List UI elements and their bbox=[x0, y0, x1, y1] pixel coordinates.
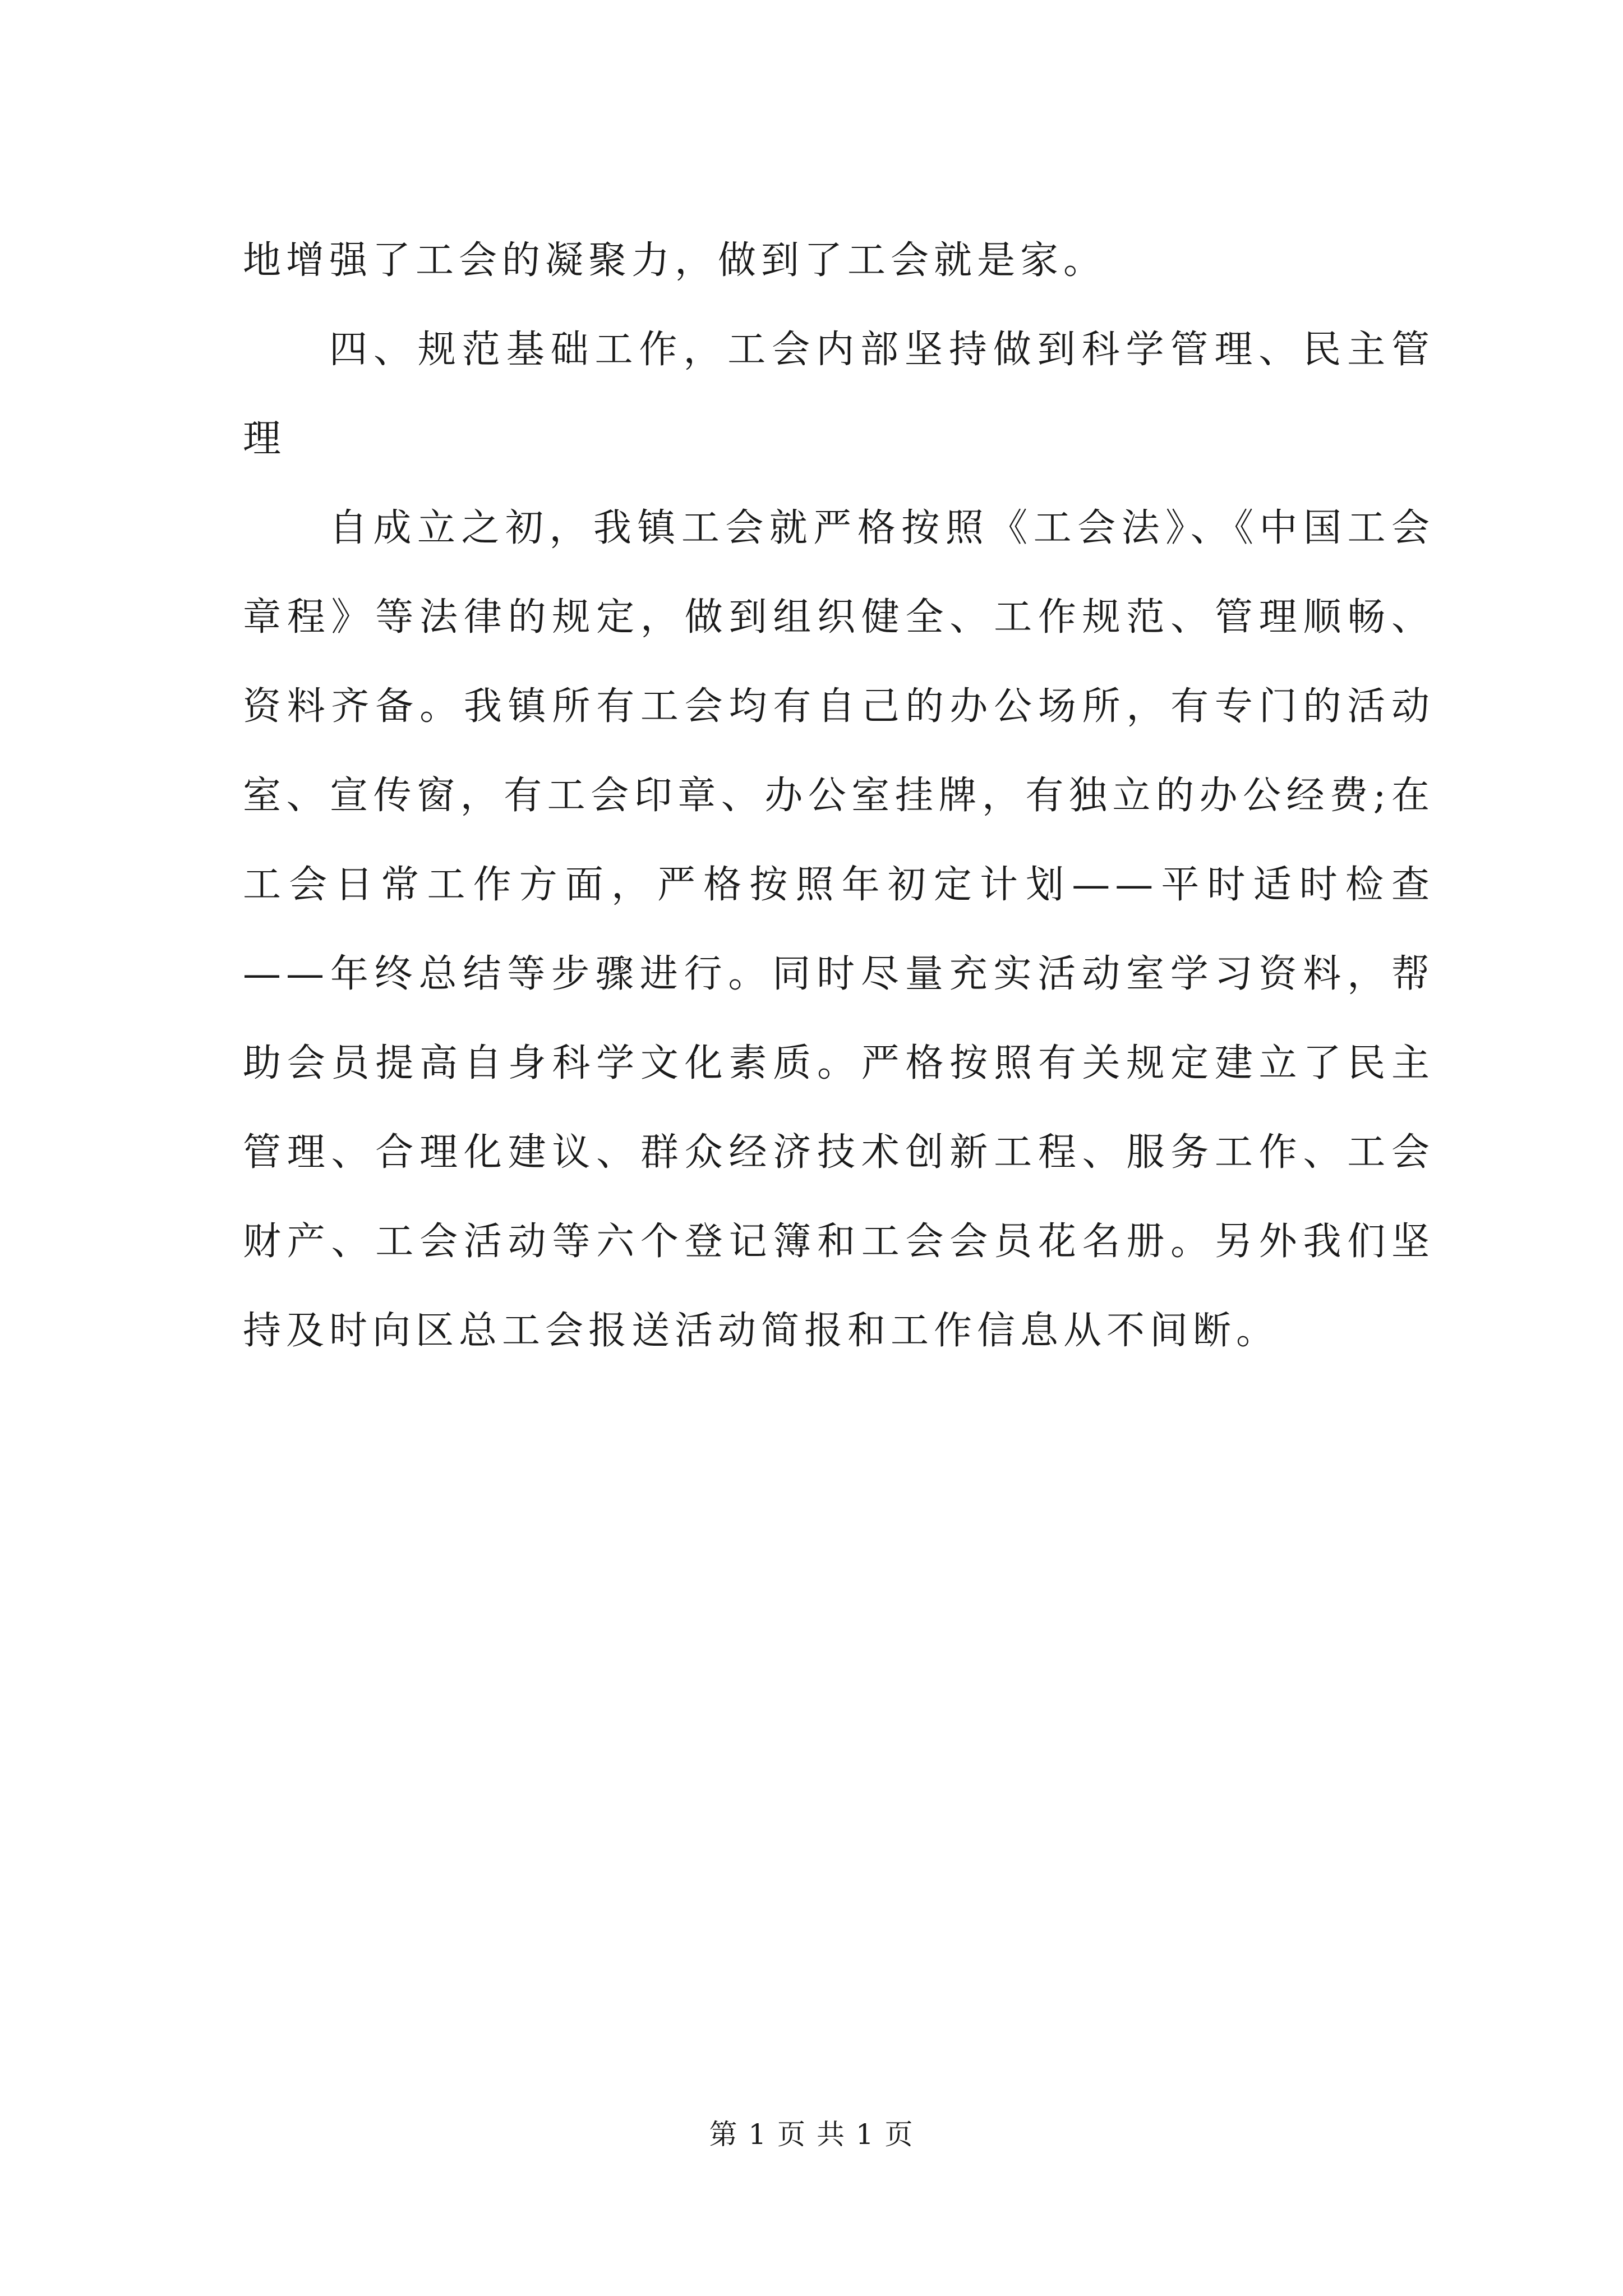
page-footer: 第 1 页 共 1 页 bbox=[709, 2118, 914, 2151]
paragraph-continuation: 地增强了工会的凝聚力，做到了工会就是家。 bbox=[243, 238, 1107, 283]
paragraph-body: 自成立之初，我镇工会就严格按照《工会法》、《中国工会章程》等法律的规定，做到组织健全、工作规范、管理顺畅、资料齐备。我镇所有工会均有自己的办公场所，有专门的活动室、宣传窗，有工会印章、办公室挂牌，有独立的办公经费;在工会日常工作方面，严格按照年初定计划——平时适时检查——年终总结等步骤进行。同时尽量充实活动室学习资料，帮助会员提高自身科学文化素质。严格按照有关规定建立了民主管理、合理化建议、群众经济技术创新工程、服务工作、工会财产、工会活动等六个登记簿和工会会员花名册。另外我们坚持及时向区总工会报送活动简报和工作信息从不间断。 bbox=[243, 506, 1435, 1353]
section-heading-four: 四、规范基础工作，工会内部坚持做到科学管理、民主管理 bbox=[243, 328, 1435, 461]
document-body bbox=[243, 216, 1435, 1375]
